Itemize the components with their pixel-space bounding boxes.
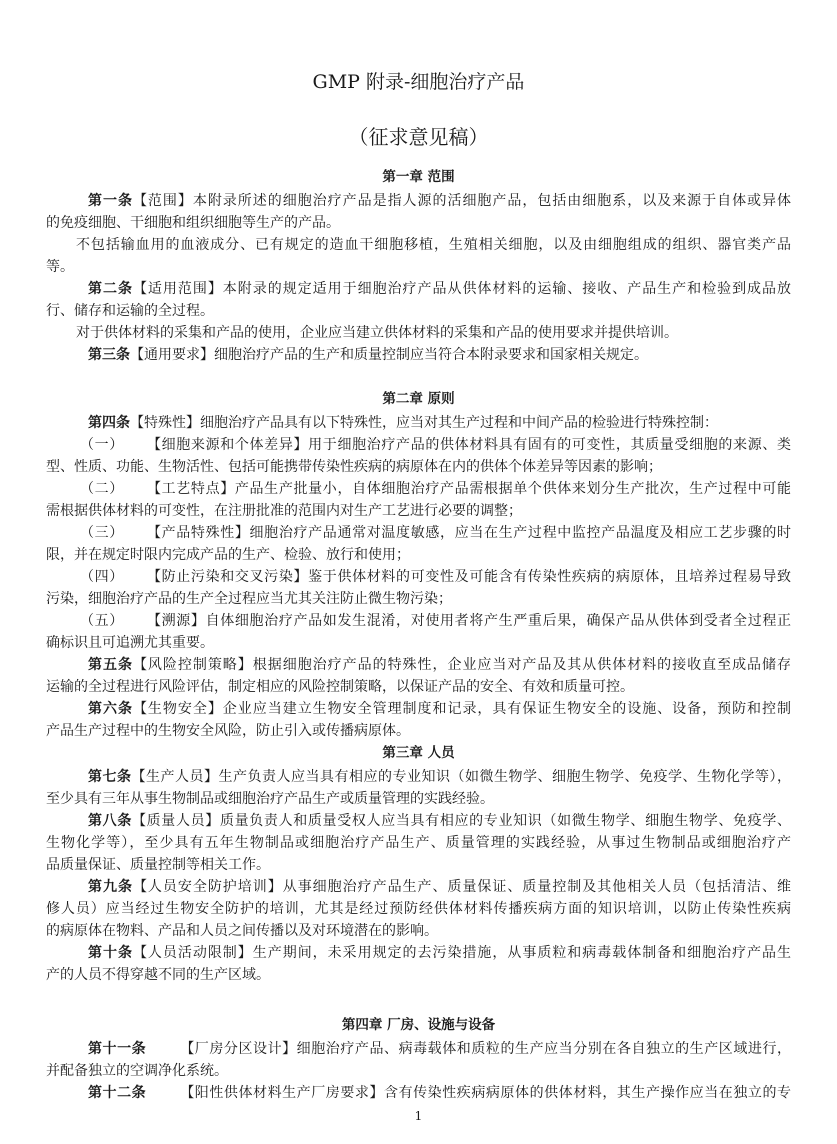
line-text: 型、性质、功能、生物活性、包括可能携带传染性疾病的病原体在内的供体个体差异等因素的影响；	[46, 459, 662, 475]
text-line	[46, 344, 791, 366]
item-number: （五）	[80, 613, 124, 629]
article-number: 第十二条	[88, 1085, 147, 1101]
text-line	[46, 942, 791, 964]
article	[46, 1082, 791, 1104]
line-text: 限，并在规定时限内完成产品的生产、检验、放行和使用；	[46, 547, 410, 563]
line-text: 行、储存和运输的全过程。	[46, 303, 214, 319]
line-text: 【工艺特点】产品生产批量小，自体细胞治疗产品需根据单个供体来划分生产批次，生产过程中可能	[153, 481, 791, 497]
article	[46, 1038, 791, 1082]
article-number: 第四条	[88, 415, 130, 431]
text-line	[46, 788, 791, 810]
article	[46, 698, 791, 742]
article-number: 第九条	[88, 879, 133, 895]
line-text: 至少具有三年从事生物制品或细胞治疗产品生产或质量管理的实践经验。	[46, 791, 494, 807]
line-text: 对于供体材料的采集和产品的使用，企业应当建立供体材料的采集和产品的使用要求并提供培训。	[76, 325, 678, 341]
line-text: 需根据供体材料的可变性，在注册批准的范围内对生产工艺进行必要的调整；	[46, 503, 522, 519]
text-line	[46, 1060, 791, 1082]
line-text: 【厂房分区设计】细胞治疗产品、病毒载体和质粒的生产应当分别在各自独立的生产区域进行，	[180, 1041, 791, 1057]
line-text: 品质量保证、质量控制等相关工作。	[46, 857, 270, 873]
line-text: 【防止污染和交叉污染】鉴于供体材料的可变性及可能含有传染性疾病的病原体，且培养过程易导致	[153, 569, 791, 585]
chapter-title: 第四章 厂房、设施与设备	[341, 1017, 496, 1033]
line-text: 【细胞来源和个体差异】用于细胞治疗产品的供体材料具有固有的可变性，其质量受细胞的来源、类	[153, 437, 791, 453]
text-line	[46, 920, 791, 942]
item-number: （四）	[80, 569, 124, 585]
chapter	[46, 388, 791, 742]
text-line	[46, 810, 791, 832]
text-line	[46, 478, 791, 500]
article	[46, 412, 791, 434]
item-number: （三）	[80, 525, 124, 541]
line-text: 确标识且可追溯尤其重要。	[46, 635, 214, 651]
article	[46, 654, 791, 698]
text-line	[46, 500, 791, 522]
line-text: 产品生产过程中的生物安全风险，防止引入或传播病原体。	[46, 723, 410, 739]
article-number: 第八条	[88, 813, 132, 829]
text-line	[46, 412, 791, 434]
text-line	[46, 234, 791, 256]
article	[46, 278, 791, 322]
text-line	[46, 456, 791, 478]
article-number: 第五条	[88, 657, 133, 673]
line-text: 等。	[46, 259, 74, 275]
list-item	[46, 522, 791, 566]
article-number: 第七条	[88, 769, 132, 785]
line-text: 【生物安全】企业应当建立生物安全管理制度和记录，具有保证生物安全的设施、设备，预防和控制	[132, 701, 791, 717]
list-item	[46, 478, 791, 522]
text-line	[46, 322, 791, 344]
line-text: 【生产人员】生产负责人应当具有相应的专业知识（如微生物学、细胞生物学、免疫学、生物化学等），	[131, 769, 791, 785]
document-body	[46, 166, 791, 1104]
text-line	[46, 676, 791, 698]
line-text: 生物化学等），至少具有五年生物制品或细胞治疗产品生产、质量管理的实践经验，从事过生物制品或细胞治疗产	[46, 835, 791, 851]
item-number: （二）	[80, 481, 124, 497]
article	[46, 942, 791, 986]
article-number: 第十条	[88, 945, 133, 961]
chapter-title: 第三章 人员	[382, 745, 455, 761]
text-line	[46, 278, 791, 300]
text-line	[46, 876, 791, 898]
text-line	[46, 588, 791, 610]
line-text: 【特殊性】细胞治疗产品具有以下特殊性，应当对其生产过程和中间产品的检验进行特殊控制：	[130, 415, 718, 431]
text-line	[46, 190, 791, 212]
line-text: 的免疫细胞、干细胞和组织细胞等生产的产品。	[46, 215, 340, 231]
line-text: 【阳性供体材料生产厂房要求】含有传染性疾病病原体的供体材料，其生产操作应当在独立的专	[180, 1085, 791, 1101]
line-text: 【人员安全防护培训】从事细胞治疗产品生产、质量保证、质量控制及其他相关人员（包括清洁、维	[132, 879, 791, 895]
article	[46, 876, 791, 942]
line-text: 污染，细胞治疗产品的生产全过程应当尤其关注防止微生物污染；	[46, 591, 452, 607]
list-item	[46, 566, 791, 610]
text-line	[46, 544, 791, 566]
line-text: 产的人员不得穿越不同的生产区域。	[46, 967, 270, 983]
article-number: 第一条	[88, 193, 133, 209]
list-item	[46, 434, 791, 478]
text-line	[46, 434, 791, 456]
text-line	[46, 1038, 791, 1060]
text-line	[46, 300, 791, 322]
text-line	[46, 964, 791, 986]
paragraph	[46, 234, 791, 278]
text-line	[46, 632, 791, 654]
text-line	[46, 522, 791, 544]
chapter	[46, 742, 791, 986]
article-number: 第十一条	[88, 1041, 147, 1057]
document-title: GMP 附录-细胞治疗产品	[312, 71, 525, 93]
paragraph	[46, 322, 791, 344]
line-text: 【产品特殊性】细胞治疗产品通常对温度敏感，应当在生产过程中监控产品温度及相应工艺步骤的时	[153, 525, 791, 541]
item-number: （一）	[80, 437, 124, 453]
text-line	[46, 854, 791, 876]
line-text: 修人员）应当经过生物安全防护的培训，尤其是经过预防经供体材料传播疾病方面的知识培训，以防止传染性疾病	[46, 901, 791, 917]
article-number: 第三条	[88, 347, 130, 363]
text-line	[46, 256, 791, 278]
line-text: 并配备独立的空调净化系统。	[46, 1063, 228, 1079]
article-number: 第六条	[88, 701, 133, 717]
line-text: 【溯源】自体细胞治疗产品如发生混淆，对使用者将产生严重后果，确保产品从供体到受者全过程正	[153, 613, 791, 629]
text-line	[46, 832, 791, 854]
list-item	[46, 610, 791, 654]
line-text: 【通用要求】细胞治疗产品的生产和质量控制应当符合本附录要求和国家相关规定。	[130, 347, 648, 363]
line-text: 【适用范围】本附录的规定适用于细胞治疗产品从供体材料的运输、接收、产品生产和检验到成品放	[132, 281, 791, 297]
article	[46, 766, 791, 810]
line-text: 【人员活动限制】生产期间，未采用规定的去污染措施，从事质粒和病毒载体制备和细胞治疗产品生	[132, 945, 791, 961]
text-line	[46, 698, 791, 720]
line-text: 的病原体在物料、产品和人员之间传播以及对环境潜在的影响。	[46, 923, 438, 939]
article	[46, 344, 791, 366]
text-line	[46, 566, 791, 588]
line-text: 【范围】本附录所述的细胞治疗产品是指人源的活细胞产品，包括由细胞系，以及来源于自体或异体	[132, 193, 791, 209]
text-line	[46, 766, 791, 788]
document-subtitle: （征求意见稿）	[348, 125, 489, 149]
chapter	[46, 1014, 791, 1104]
article	[46, 190, 791, 234]
text-line	[46, 654, 791, 676]
article	[46, 810, 791, 876]
chapter	[46, 166, 791, 366]
text-line	[46, 212, 791, 234]
line-text: 不包括输血用的血液成分、已有规定的造血干细胞移植，生殖相关细胞，以及由细胞组成的组织、器官类产品	[76, 237, 791, 253]
page-number: 1	[414, 1109, 423, 1123]
text-line	[46, 898, 791, 920]
text-line	[46, 720, 791, 742]
line-text: 【质量人员】质量负责人和质量受权人应当具有相应的专业知识（如微生物学、细胞生物学、免疫学、	[131, 813, 791, 829]
chapter-title: 第一章 范围	[382, 169, 455, 185]
chapter-title: 第二章 原则	[382, 391, 455, 407]
text-line	[46, 1082, 791, 1104]
line-text: 运输的全过程进行风险评估，制定相应的风险控制策略，以保证产品的安全、有效和质量可控。	[46, 679, 634, 695]
text-line	[46, 610, 791, 632]
article-number: 第二条	[88, 281, 133, 297]
line-text: 【风险控制策略】根据细胞治疗产品的特殊性，企业应当对产品及其从供体材料的接收直至成品储存	[132, 657, 791, 673]
